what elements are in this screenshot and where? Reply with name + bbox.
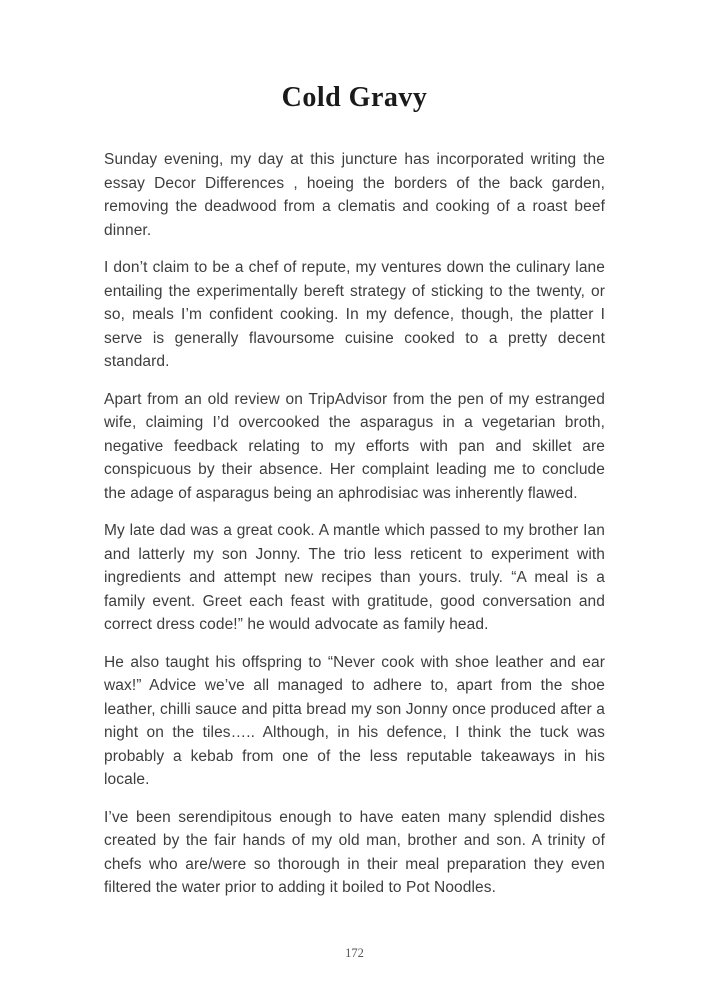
page-footer (0, 944, 709, 992)
paragraph: My late dad was a great cook. A mantle which passed to my brother Ian and latterly my son Jonny. The trio less reticent to experiment with ingredients and attempt new recipes than yours. truly. “A meal is a family event. Greet each feast with gratitude, good conversation and correct dress code!” he would advocate as family head. (104, 522, 605, 633)
paragraph: He also taught his offspring to “Never cook with shoe leather and ear wax!” Advice we’ve all managed to adhere to, apart from the shoe leather, chilli sauce and pitta bread my son Jonny once produced after a night on the tiles….. Although, in his defence, I think the tuck was probably a kebab from one of the less reputable takeaways in his locale. (104, 653, 605, 788)
paragraph: Apart from an old review on TripAdvisor from the pen of my estranged wife, claiming I’d overcooked the asparagus in a vegetarian broth, negative feedback relating to my efforts with pan and skillet are conspicuous by their absence. Her complaint leading me to conclude the adage of asparagus being an aphrodisiac was inherently flawed. (104, 390, 605, 502)
paragraph: I don’t claim to be a chef of repute, my ventures down the culinary lane entailing the experimentally bereft strategy of sticking to the twenty, or so, meals I’m confident cooking. In my defence, though, the platter I serve is generally flavoursome cuisine cooked to a pretty decent standard. (104, 259, 605, 370)
page-title: Cold Gravy (281, 82, 428, 113)
paragraph: Sunday evening, my day at this juncture has incorporated writing the essay Decor Differences , hoeing the borders of the back garden, removing the deadwood from a clematis and cooking of a roast beef dinner. (104, 151, 605, 239)
page-number: 172 (345, 946, 364, 960)
paragraph: I’ve been serendipitous enough to have eaten many splendid dishes created by the fair hands of my old man, brother and son. A trinity of chefs who are/were so thorough in their meal preparation they even filtered the water prior to adding it boiled to Pot Noodles. (104, 808, 605, 896)
body-text (104, 148, 605, 900)
